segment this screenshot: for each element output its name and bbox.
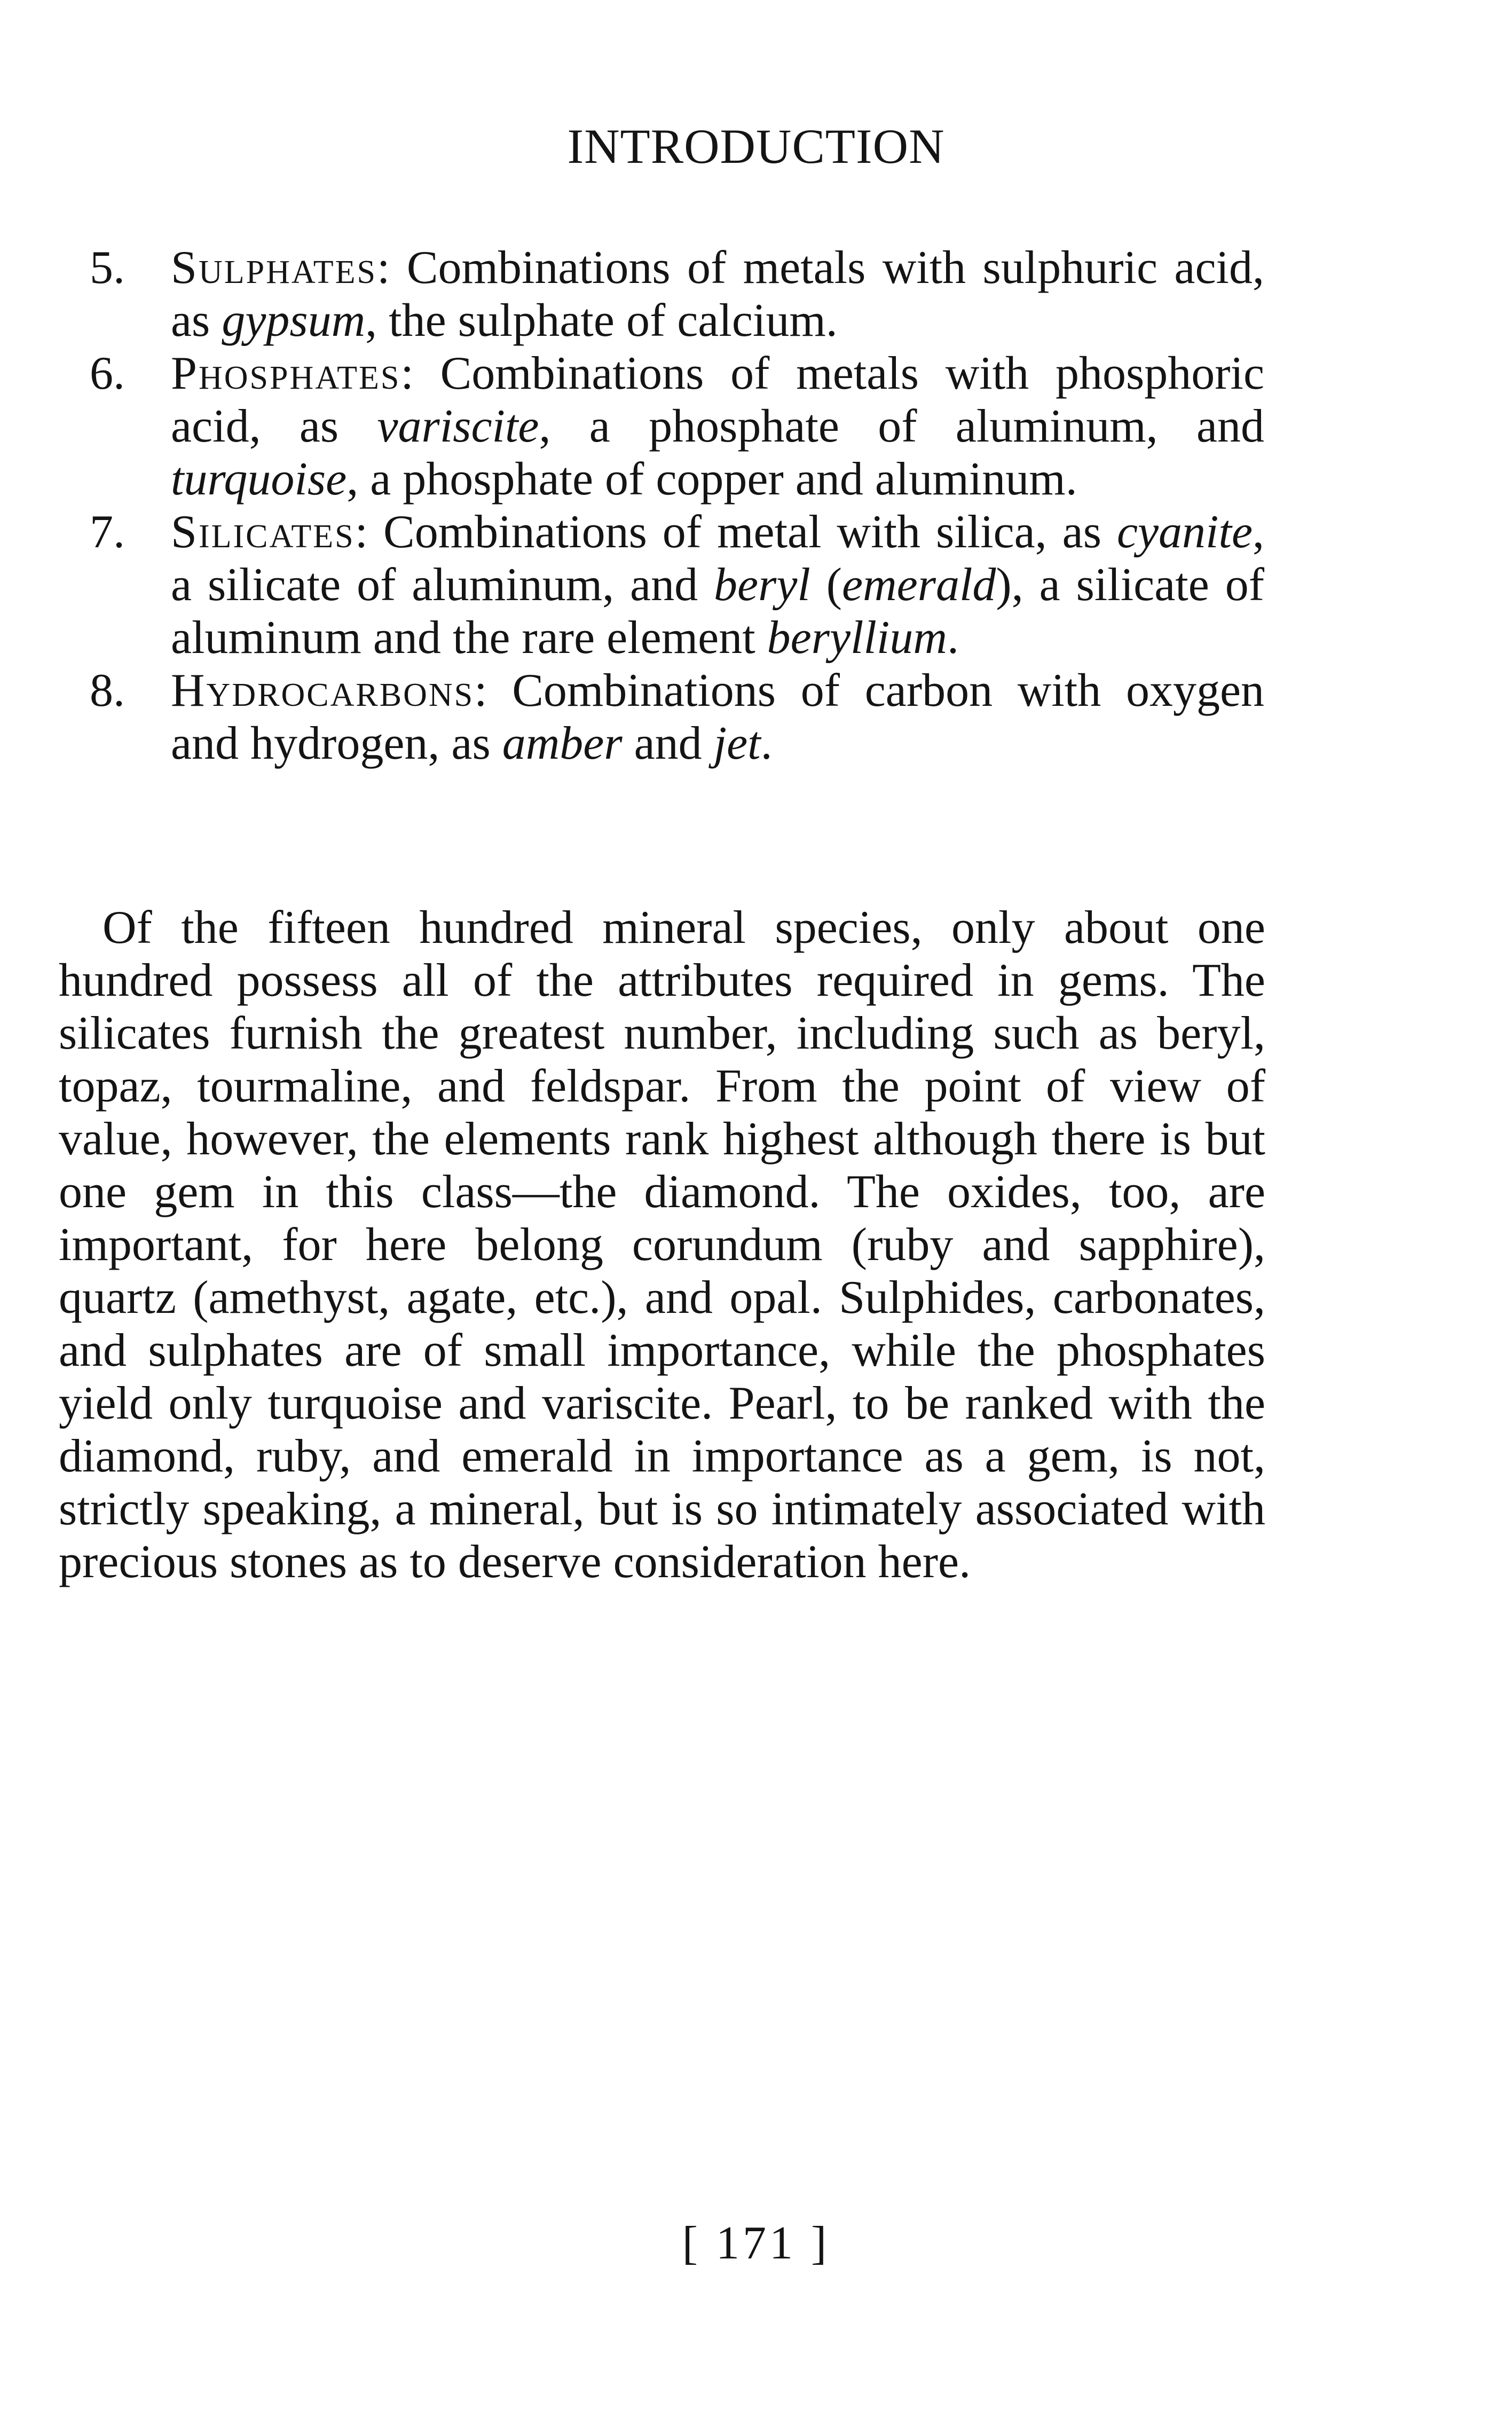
item-text: , a silicate of aluminum, and [171,506,1265,611]
item-example: emerald [842,559,996,611]
item-text: Combinations of metals with sulphuric acid, as [171,242,1264,347]
item-text: . [760,718,773,769]
item-number: 5. [90,242,125,294]
mineral-class-list [90,241,1264,770]
list-item-phosphates: 6. Phosphates: Combinations of metals with phosphoric acid, as variscite, a phosphate of aluminum, and turquoise, a phosphate of copper and aluminum. [90,348,1265,505]
page-number: [ 171 ] [682,2217,830,2269]
item-text: Combinations of metal with silica, as [383,506,1117,558]
item-term: Sulphates [171,242,377,294]
list-item-silicates: 7. Silicates: Combinations of metal with silica, as cyanite, a silicate of aluminum, and beryl (emerald), a silicate of aluminum and the rare element beryllium. [90,506,1265,664]
item-example: variscite [377,400,539,452]
item-text: ( [810,559,842,611]
running-head: INTRODUCTION [567,119,945,174]
item-example: jet [713,718,761,769]
item-term: Silicates [171,506,355,558]
item-example: cyanite [1116,506,1253,558]
item-text: and [622,718,714,769]
item-number: 6. [90,348,125,399]
list-item-sulphates: 5. Sulphates: Combinations of metals with sulphuric acid, as gypsum, the sulphate of calcium. [90,242,1264,347]
item-example: turquoise [171,453,347,505]
item-example: beryllium [767,612,947,664]
item-number: 7. [90,506,125,558]
item-number: 8. [90,665,125,717]
item-text: Combinations of carbon with oxygen and hydrogen, as [171,665,1265,769]
item-term: Phosphates [171,348,401,399]
item-text: , the sulphate of calcium. [365,295,838,347]
item-example: gypsum [222,295,366,347]
item-text: Combinations of metals with phosphoric acid, as [171,348,1265,452]
item-text: . [947,612,959,664]
item-text: , a phosphate of aluminum, and [539,400,1264,452]
item-text: , a phosphate of copper and aluminum. [346,453,1077,505]
item-example: amber [502,718,623,769]
list-item-hydrocarbons: 8. Hydrocarbons: Combinations of carbon with oxygen and hydrogen, as amber and jet. [90,665,1265,769]
item-term: Hydrocarbons [171,665,475,717]
item-example: beryl [714,559,810,611]
item-text: ), a silicate of aluminum and the rare element [171,559,1265,664]
body-paragraph: Of the fifteen hundred mineral species, only about one hundred possess all of the attributes required in gems. The silicates furnish the greatest number, including such as beryl, topaz, tourmaline, and feldspar. From the point of view of value, however, the elements rank highest although there is but one gem in this class—the diamond. The oxides, too, are important, for here belong corundum (ruby and sapphire), quartz (amethyst, agate, etc.), and opal. Sulphides, carbonates, and sulphates are of small importance, while the phosphates yield only turquoise and variscite. Pearl, to be ranked with the diamond, ruby, and emerald in importance as a gem, is not, strictly speaking, a mineral, but is so intimately associated with precious stones as to deserve consideration here. [59,902,1265,1588]
